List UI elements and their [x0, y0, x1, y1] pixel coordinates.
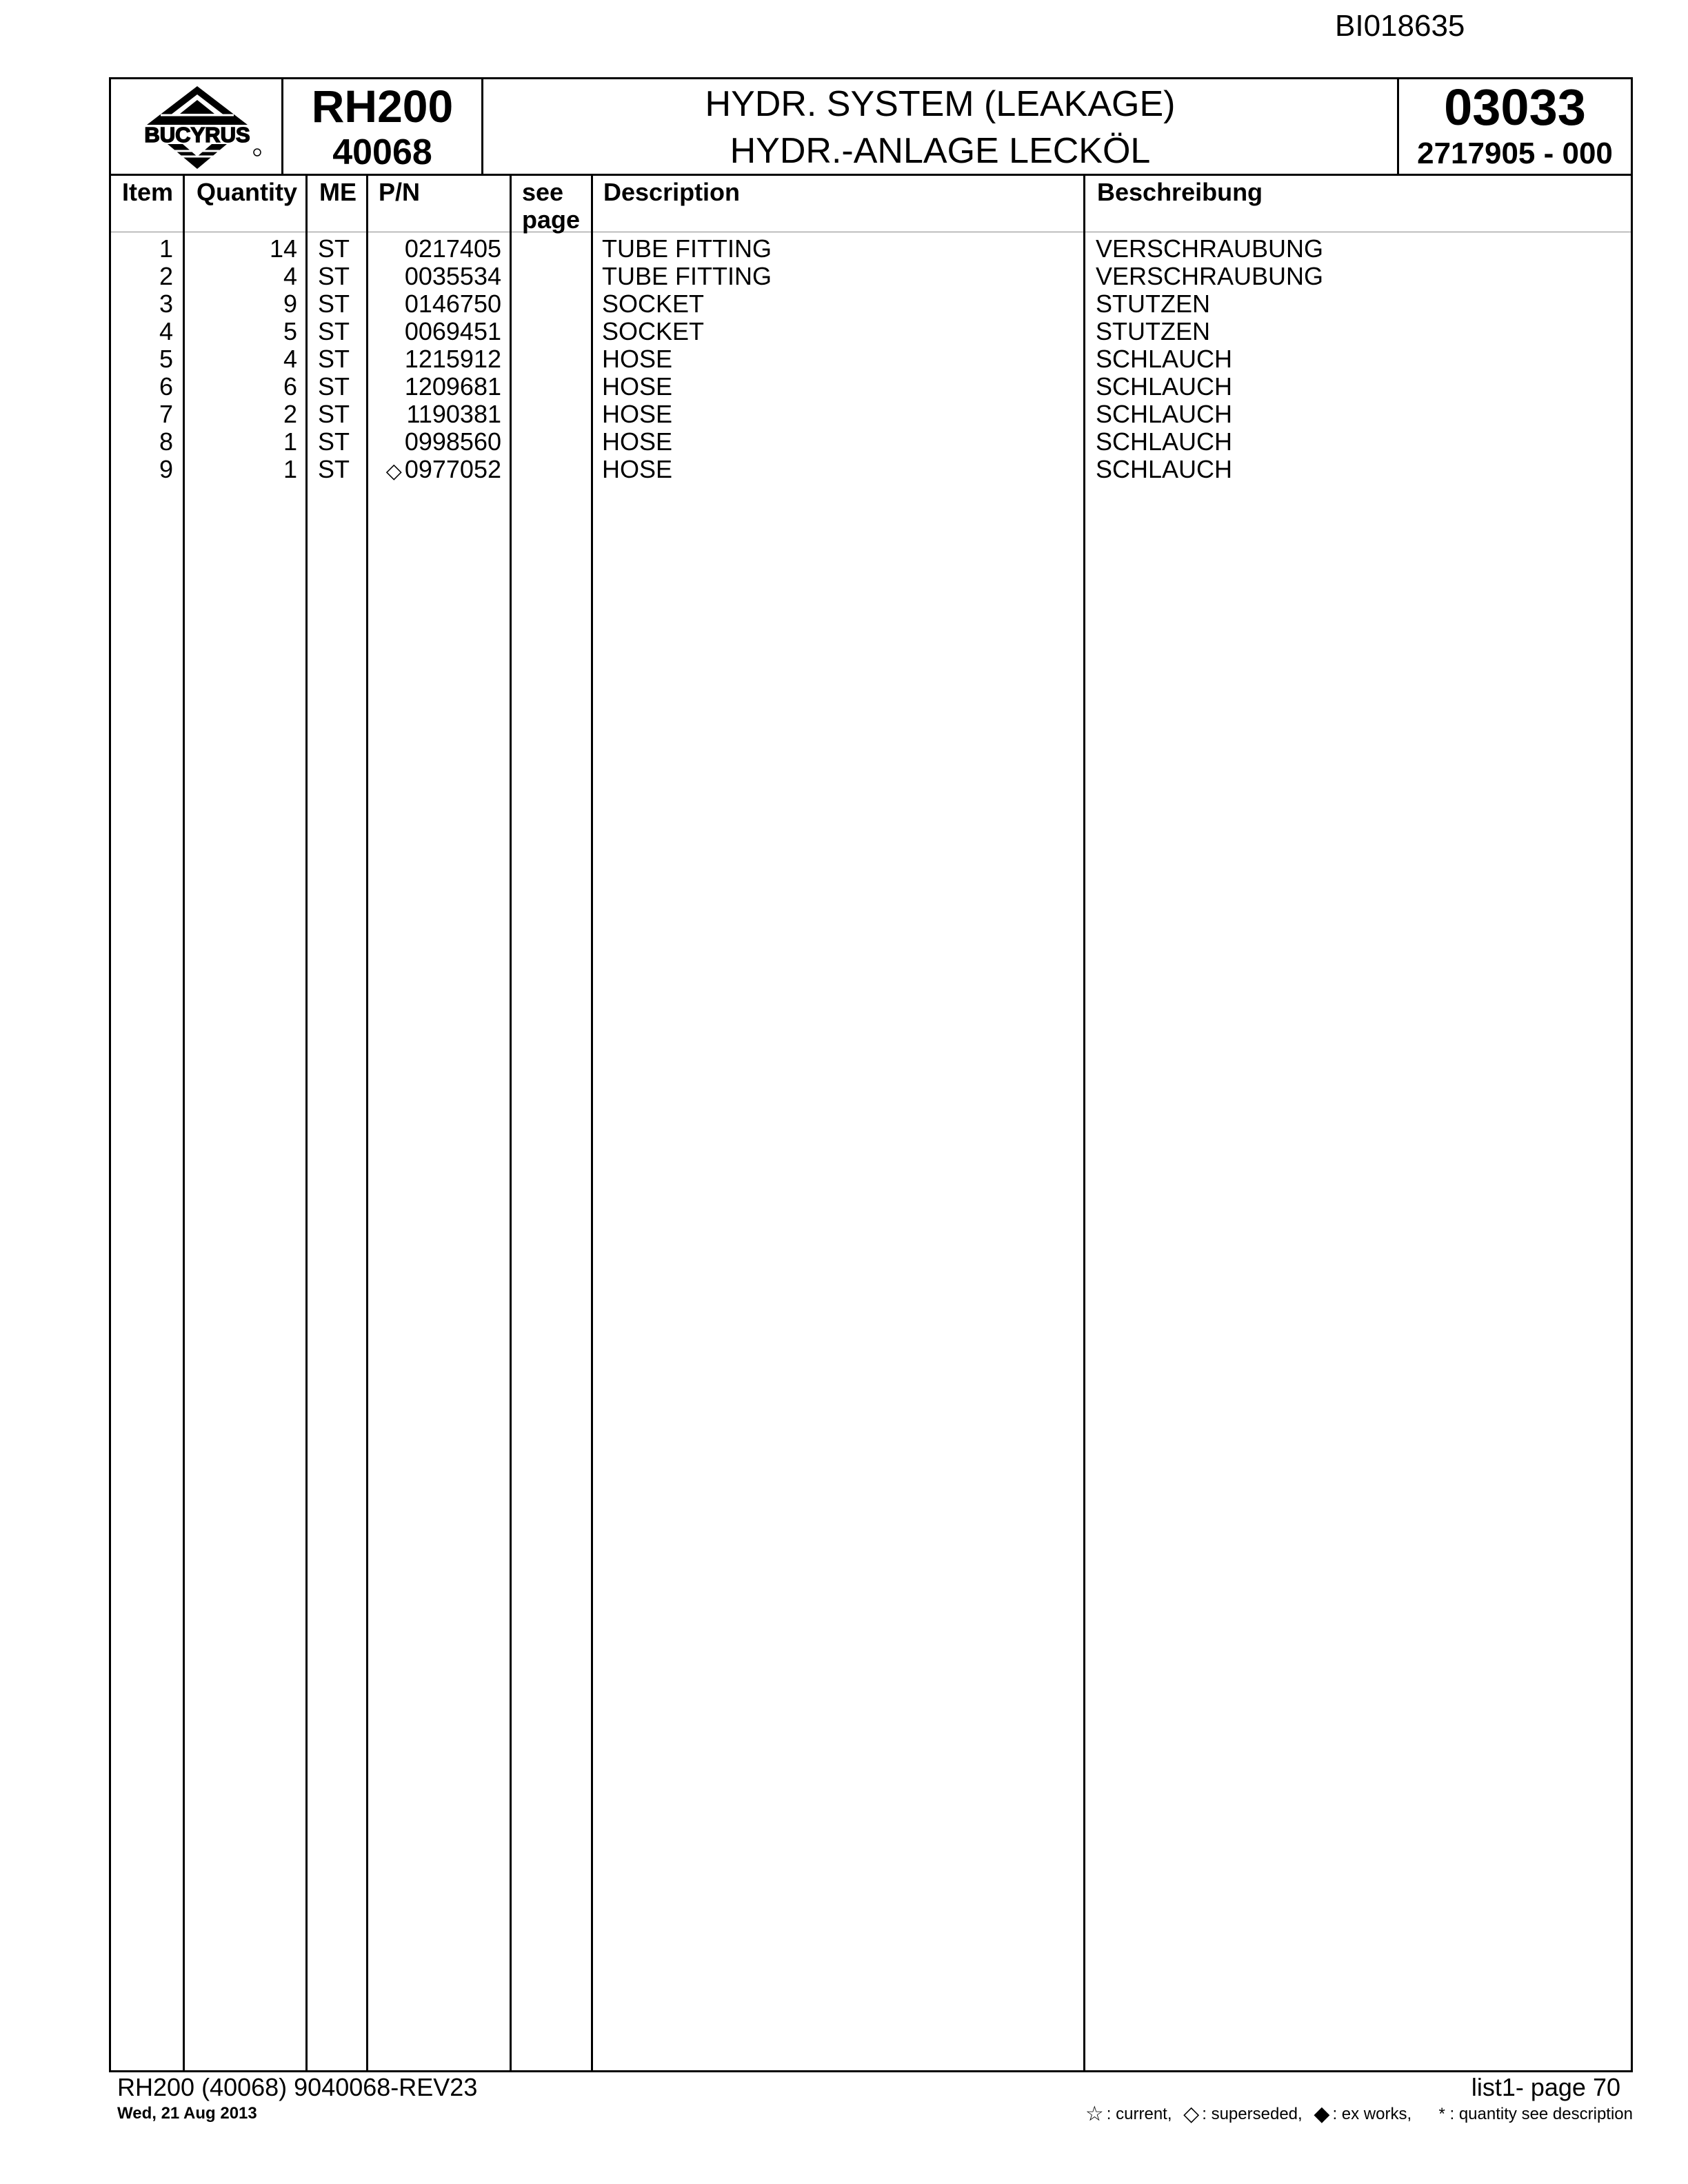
- row-quantity: 1: [283, 455, 297, 483]
- parts-rows: [111, 235, 1631, 483]
- table-row: [111, 456, 1631, 483]
- table-row: [111, 401, 1631, 428]
- row-me: ST: [318, 345, 350, 373]
- legend-quantity: : quantity see description: [1449, 2105, 1633, 2123]
- row-item: 1: [159, 234, 173, 263]
- row-part-number: 1215912: [404, 345, 501, 373]
- row-pn-cell: [402, 373, 501, 403]
- row-description: TUBE FITTING: [602, 234, 772, 263]
- legend-superseded: : superseded,: [1202, 2105, 1303, 2123]
- model-cell: [283, 79, 483, 174]
- column-headers: [111, 176, 1631, 232]
- row-pn-cell: [386, 456, 501, 485]
- col-see-page-line1: see: [522, 178, 564, 206]
- code-cell: [1399, 79, 1631, 174]
- row-pn-cell: [402, 263, 501, 292]
- row-pn-cell: [402, 428, 501, 458]
- row-beschreibung: SCHLAUCH: [1096, 455, 1233, 483]
- diamond-outline-icon: ◇: [1183, 2103, 1200, 2125]
- row-part-number: 1190381: [406, 400, 501, 428]
- drawing-number: 2717905 - 000: [1417, 136, 1613, 170]
- row-beschreibung: VERSCHRAUBUNG: [1096, 262, 1324, 290]
- row-beschreibung: SCHLAUCH: [1096, 345, 1233, 373]
- row-description: HOSE: [602, 345, 673, 373]
- row-me: ST: [318, 427, 350, 456]
- row-description: TUBE FITTING: [602, 262, 772, 290]
- row-beschreibung: STUTZEN: [1096, 317, 1210, 345]
- group-code: 03033: [1444, 79, 1586, 136]
- logo-cell: [111, 79, 283, 174]
- col-quantity: Quantity: [197, 178, 298, 206]
- row-pn-cell: [402, 318, 501, 347]
- table-row: [111, 318, 1631, 345]
- row-pn-cell: [402, 345, 501, 375]
- row-quantity: 6: [283, 372, 297, 401]
- title-german: HYDR.-ANLAGE LECKÖL: [730, 131, 1151, 171]
- table-row: [111, 263, 1631, 290]
- row-item: 9: [159, 455, 173, 483]
- row-me: ST: [318, 234, 350, 263]
- row-part-number: 1209681: [404, 372, 501, 401]
- row-me: ST: [318, 262, 350, 290]
- row-item: 2: [159, 262, 173, 290]
- row-part-number: 0146750: [404, 290, 501, 318]
- star-icon: ☆: [1085, 2103, 1104, 2125]
- table-row: [111, 428, 1631, 456]
- col-item: Item: [122, 178, 174, 206]
- row-beschreibung: SCHLAUCH: [1096, 372, 1233, 401]
- header: [111, 79, 1631, 176]
- symbol-legend: [1085, 2104, 1633, 2125]
- table-row: [111, 345, 1631, 373]
- row-part-number: 0035534: [404, 262, 501, 290]
- bucyrus-logo: [119, 85, 275, 170]
- row-pn-cell: [402, 235, 501, 265]
- asterisk-icon: *: [1438, 2105, 1445, 2123]
- row-item: 6: [159, 372, 173, 401]
- col-see-page-line2: page: [522, 205, 581, 234]
- row-beschreibung: SCHLAUCH: [1096, 400, 1233, 428]
- row-quantity: 1: [283, 427, 297, 456]
- row-quantity: 2: [283, 400, 297, 428]
- table-row: [111, 373, 1631, 401]
- row-description: SOCKET: [602, 317, 705, 345]
- row-item: 8: [159, 427, 173, 456]
- col-see-page: [522, 179, 580, 234]
- legend-current: : current,: [1106, 2105, 1172, 2123]
- row-part-number: 0217405: [404, 234, 501, 263]
- row-description: HOSE: [602, 372, 673, 401]
- row-quantity: 14: [269, 234, 297, 263]
- row-beschreibung: STUTZEN: [1096, 290, 1210, 318]
- footer-page-number: list1- page 70: [1471, 2073, 1620, 2101]
- row-part-number: 0977052: [404, 455, 501, 483]
- row-me: ST: [318, 290, 350, 318]
- col-beschreibung: Beschreibung: [1097, 178, 1263, 206]
- document-id: BI018635: [1335, 9, 1465, 43]
- row-part-number: 0069451: [404, 317, 501, 345]
- row-quantity: 5: [283, 317, 297, 345]
- row-item: 7: [159, 400, 173, 428]
- row-description: SOCKET: [602, 290, 705, 318]
- parts-list-frame: [109, 77, 1633, 2072]
- row-description: HOSE: [602, 427, 673, 456]
- row-part-number: 0998560: [404, 427, 501, 456]
- title-cell: [483, 79, 1399, 174]
- row-item: 3: [159, 290, 173, 318]
- legend-ex-works: : ex works,: [1332, 2105, 1412, 2123]
- row-quantity: 4: [283, 345, 297, 373]
- footer-document-ref: RH200 (40068) 9040068-REV23: [117, 2073, 478, 2101]
- col-pn: P/N: [379, 178, 421, 206]
- table-row: [111, 290, 1631, 318]
- row-me: ST: [318, 400, 350, 428]
- row-item: 4: [159, 317, 173, 345]
- table-row: [111, 235, 1631, 263]
- row-beschreibung: VERSCHRAUBUNG: [1096, 234, 1324, 263]
- superseded-icon: ◇: [385, 460, 402, 483]
- model-name: RH200: [311, 81, 454, 132]
- title-english: HYDR. SYSTEM (LEAKAGE): [705, 84, 1176, 124]
- row-me: ST: [318, 372, 350, 401]
- row-me: ST: [318, 455, 350, 483]
- row-me: ST: [318, 317, 350, 345]
- diamond-filled-icon: ◆: [1314, 2103, 1330, 2125]
- serial-number: 40068: [332, 132, 432, 172]
- row-description: HOSE: [602, 400, 673, 428]
- col-description: Description: [603, 178, 741, 206]
- row-quantity: 9: [283, 290, 297, 318]
- row-pn-cell: [402, 290, 501, 320]
- footer-date: Wed, 21 Aug 2013: [117, 2104, 257, 2123]
- row-description: HOSE: [602, 455, 673, 483]
- row-beschreibung: SCHLAUCH: [1096, 427, 1233, 456]
- logo-wordmark: BUCYRUS: [144, 123, 250, 147]
- col-me: ME: [319, 178, 356, 206]
- row-item: 5: [159, 345, 173, 373]
- row-pn-cell: [404, 401, 501, 430]
- row-quantity: 4: [283, 262, 297, 290]
